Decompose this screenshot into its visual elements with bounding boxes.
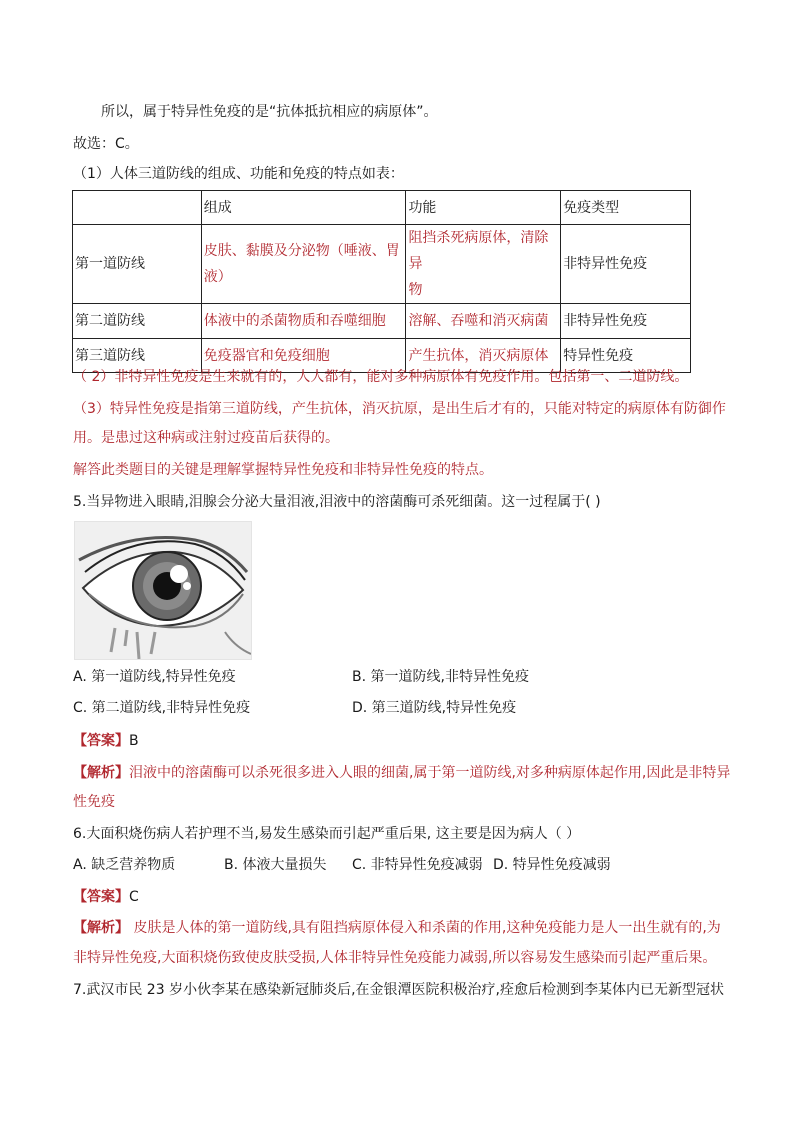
q6-option-d: D. 特异性免疫减弱	[493, 857, 611, 873]
choice-line: 故选：C。	[73, 136, 139, 152]
eye-icon	[75, 522, 251, 659]
analysis-label: 【解析】	[73, 765, 129, 781]
q6-option-a: A. 缺乏营养物质	[73, 857, 176, 873]
analysis-text: 泪液中的溶菌酶可以杀死很多进入人眼的细菌,属于第一道防线,对多种病原体起作用,因此是非特异	[129, 765, 731, 781]
table-header-empty	[73, 191, 202, 225]
q5-option-d: D. 第三道防线,特异性免疫	[352, 700, 517, 716]
table-header-function: 功能	[406, 191, 561, 225]
q6-answer	[73, 887, 139, 907]
table-header-row	[73, 191, 691, 225]
answer-value: B	[129, 733, 139, 749]
q6-analysis-line1	[73, 918, 721, 938]
function-text-cont: 物	[408, 282, 423, 298]
key-point-line: 解答此类题目的关键是理解掌握特异性免疫和非特异性免疫的特点。	[73, 462, 493, 478]
question-6-stem: 6.大面积烧伤病人若护理不当,易发生感染而引起严重后果, 这主要是因为病人（ ）	[73, 826, 581, 842]
analysis-text: 皮肤是人体的第一道防线,具有阻挡病原体侵入和杀菌的作用,这种免疫能力是人一出生就有的,为	[129, 920, 721, 936]
q5-analysis-line1	[73, 763, 730, 783]
q6-option-b: B. 体液大量损失	[224, 857, 327, 873]
table-row	[73, 304, 691, 339]
q6-analysis-line2: 非特异性免疫,大面积烧伤致使皮肤受损,人体非特异性免疫能力减弱,所以容易发生感染而引起严重后果。	[73, 950, 717, 966]
row-name: 第一道防线	[73, 225, 202, 304]
note-2: （ 2）非特异性免疫是生来就有的，人人都有，能对多种病原体有免疫作用。包括第一、二道防线。	[73, 369, 689, 385]
q5-option-b: B. 第一道防线,非特异性免疫	[352, 669, 529, 685]
answer-value: C	[129, 889, 139, 905]
table-header-immunity-type: 免疫类型	[561, 191, 691, 225]
row-name: 第二道防线	[73, 304, 202, 339]
answer-label: 【答案】	[73, 733, 129, 749]
composition-text: 皮肤、黏膜及分泌物（唾液、胃	[203, 243, 400, 259]
row-function: 产生抗体，消灭病原体	[406, 339, 561, 373]
row-composition: 体液中的杀菌物质和吞噬细胞	[201, 304, 406, 339]
row-name: 第三道防线	[73, 339, 202, 373]
note-3-line1: （3）特异性免疫是指第三道防线，产生抗体，消灭抗原，是出生后才有的，只能对特定的病原体有防御作	[73, 401, 726, 417]
table-row	[73, 225, 691, 304]
eye-illustration	[74, 521, 252, 660]
analysis-label: 【解析】	[73, 920, 129, 936]
conclusion-line: 所以，属于特异性免疫的是“抗体抵抗相应的病原体”。	[101, 104, 438, 120]
question-7-stem: 7.武汉市民 23 岁小伙李某在感染新冠肺炎后,在金银潭医院积极治疗,痊愈后检测到李某体内已无新型冠状	[73, 982, 724, 998]
question-5-stem: 5.当异物进入眼睛,泪腺会分泌大量泪液,泪液中的溶菌酶可杀死细菌。这一过程属于( )	[73, 494, 601, 510]
table-intro-line: （1）人体三道防线的组成、功能和免疫的特点如表：	[73, 166, 404, 182]
answer-label: 【答案】	[73, 889, 129, 905]
q5-analysis-line2: 性免疫	[73, 794, 115, 810]
row-composition: 免疫器官和免疫细胞	[201, 339, 406, 373]
row-type: 非特异性免疫	[561, 304, 691, 339]
function-text: 阻挡杀死病原体，清除异	[408, 230, 549, 272]
defense-lines-table	[72, 190, 691, 373]
composition-text-cont: 液）	[203, 269, 232, 285]
table-header-composition: 组成	[201, 191, 406, 225]
row-function	[406, 225, 561, 304]
row-function: 溶解、吞噬和消灭病菌	[406, 304, 561, 339]
row-type: 特异性免疫	[561, 339, 691, 373]
q6-option-c: C. 非特异性免疫减弱	[352, 857, 483, 873]
q5-answer	[73, 731, 139, 751]
q5-option-a: A. 第一道防线,特异性免疫	[73, 669, 236, 685]
row-type: 非特异性免疫	[561, 225, 691, 304]
row-composition	[201, 225, 406, 304]
note-3-line2: 用。是患过这种病或注射过疫苗后获得的。	[73, 430, 339, 446]
q5-option-c: C. 第二道防线,非特异性免疫	[73, 700, 251, 716]
